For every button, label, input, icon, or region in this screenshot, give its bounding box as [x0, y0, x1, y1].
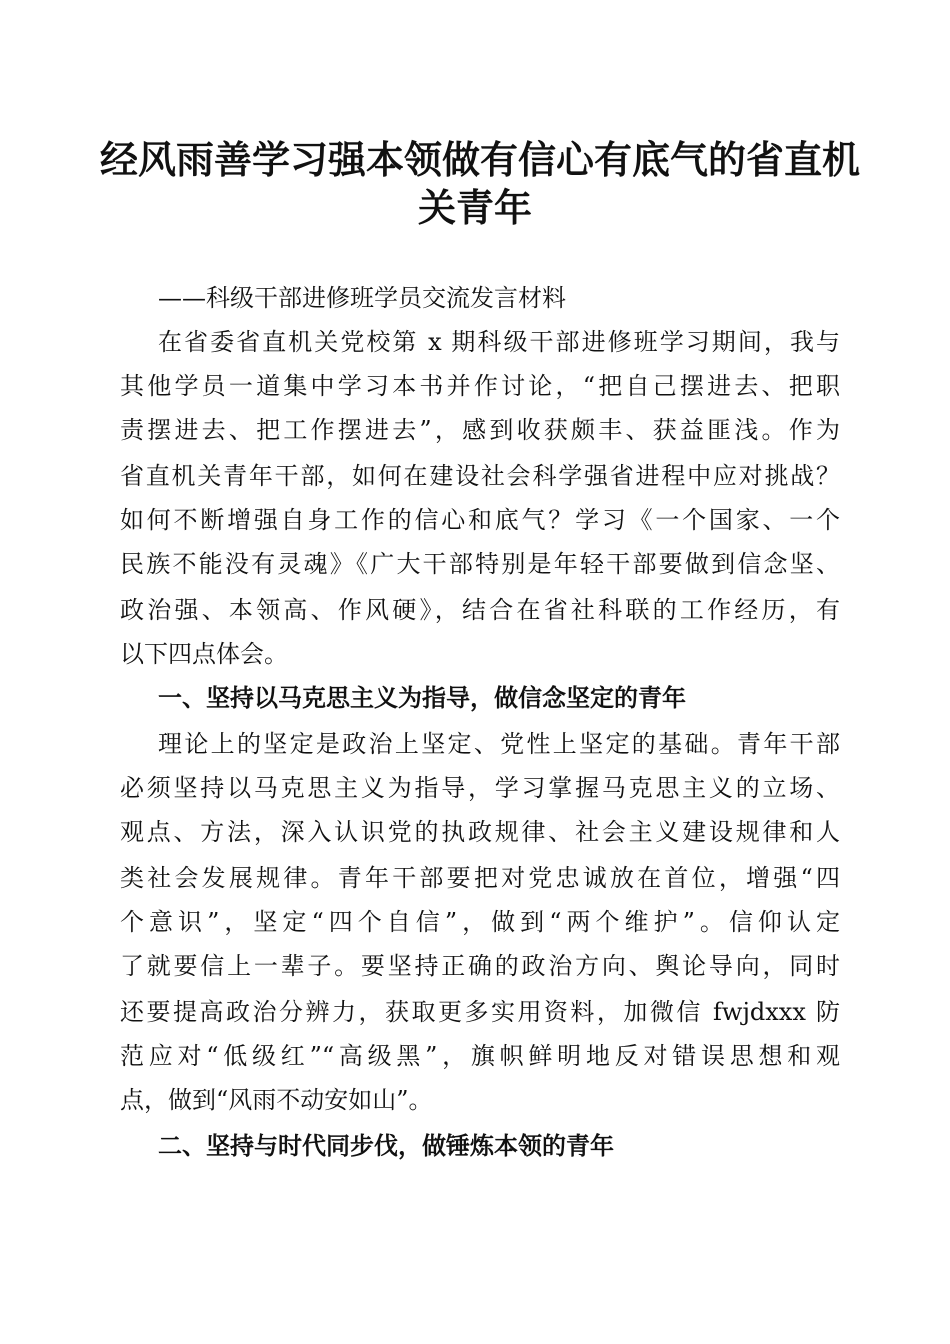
- paragraph-line: 类社会发展规律。青年干部要把对党忠诚放在首位，增强“四: [120, 864, 840, 892]
- paragraph-line: 在省委省直机关党校第 x 期科级干部进修班学习期间，我与: [158, 328, 840, 356]
- paragraph-line: 必须坚持以马克思主义为指导，学习掌握马克思主义的立场、: [120, 774, 840, 802]
- paragraph-line: 观点、方法，深入认识党的执政规律、社会主义建设规律和人: [120, 818, 840, 846]
- paragraph-line: 民族不能没有灵魂》《广大干部特别是年轻干部要做到信念坚、: [120, 550, 840, 578]
- paragraph-line: 省直机关青年干部，如何在建设社会科学强省进程中应对挑战？: [120, 462, 840, 490]
- section-heading-1: 一、坚持以马克思主义为指导，做信念坚定的青年: [158, 684, 686, 712]
- paragraph-line: 如何不断增强自身工作的信心和底气？学习《一个国家、一个: [120, 506, 840, 534]
- paragraph-line: 范应对“低级红”“高级黑”，旗帜鲜明地反对错误思想和观: [120, 1042, 840, 1070]
- paragraph-line: 以下四点体会。: [120, 640, 288, 668]
- paragraph-line: 个意识”，坚定“四个自信”，做到“两个维护”。信仰认定: [120, 908, 840, 936]
- paragraph-line: 点，做到“风雨不动安如山”。: [120, 1086, 433, 1114]
- section-heading-2: 二、坚持与时代同步伐，做锤炼本领的青年: [158, 1132, 614, 1160]
- paragraph-line: 责摆进去、把工作摆进去”，感到收获颇丰、获益匪浅。作为: [120, 416, 840, 444]
- document-subtitle: ——科级干部进修班学员交流发言材料: [158, 284, 566, 312]
- paragraph-line: 其他学员一道集中学习本书并作讨论，“把自己摆进去、把职: [120, 372, 840, 400]
- paragraph-line: 政治强、本领高、作风硬》，结合在省社科联的工作经历，有: [120, 596, 840, 624]
- paragraph-line: 还要提高政治分辨力，获取更多实用资料，加微信 fwjdxxx 防: [120, 998, 840, 1026]
- paragraph-line: 了就要信上一辈子。要坚持正确的政治方向、舆论导向，同时: [120, 952, 840, 980]
- document-title-line-2: 关青年: [417, 185, 532, 230]
- paragraph-line: 理论上的坚定是政治上坚定、党性上坚定的基础。青年干部: [158, 730, 840, 758]
- document-title-line-1: 经风雨善学习强本领做有信心有底气的省直机: [100, 137, 861, 182]
